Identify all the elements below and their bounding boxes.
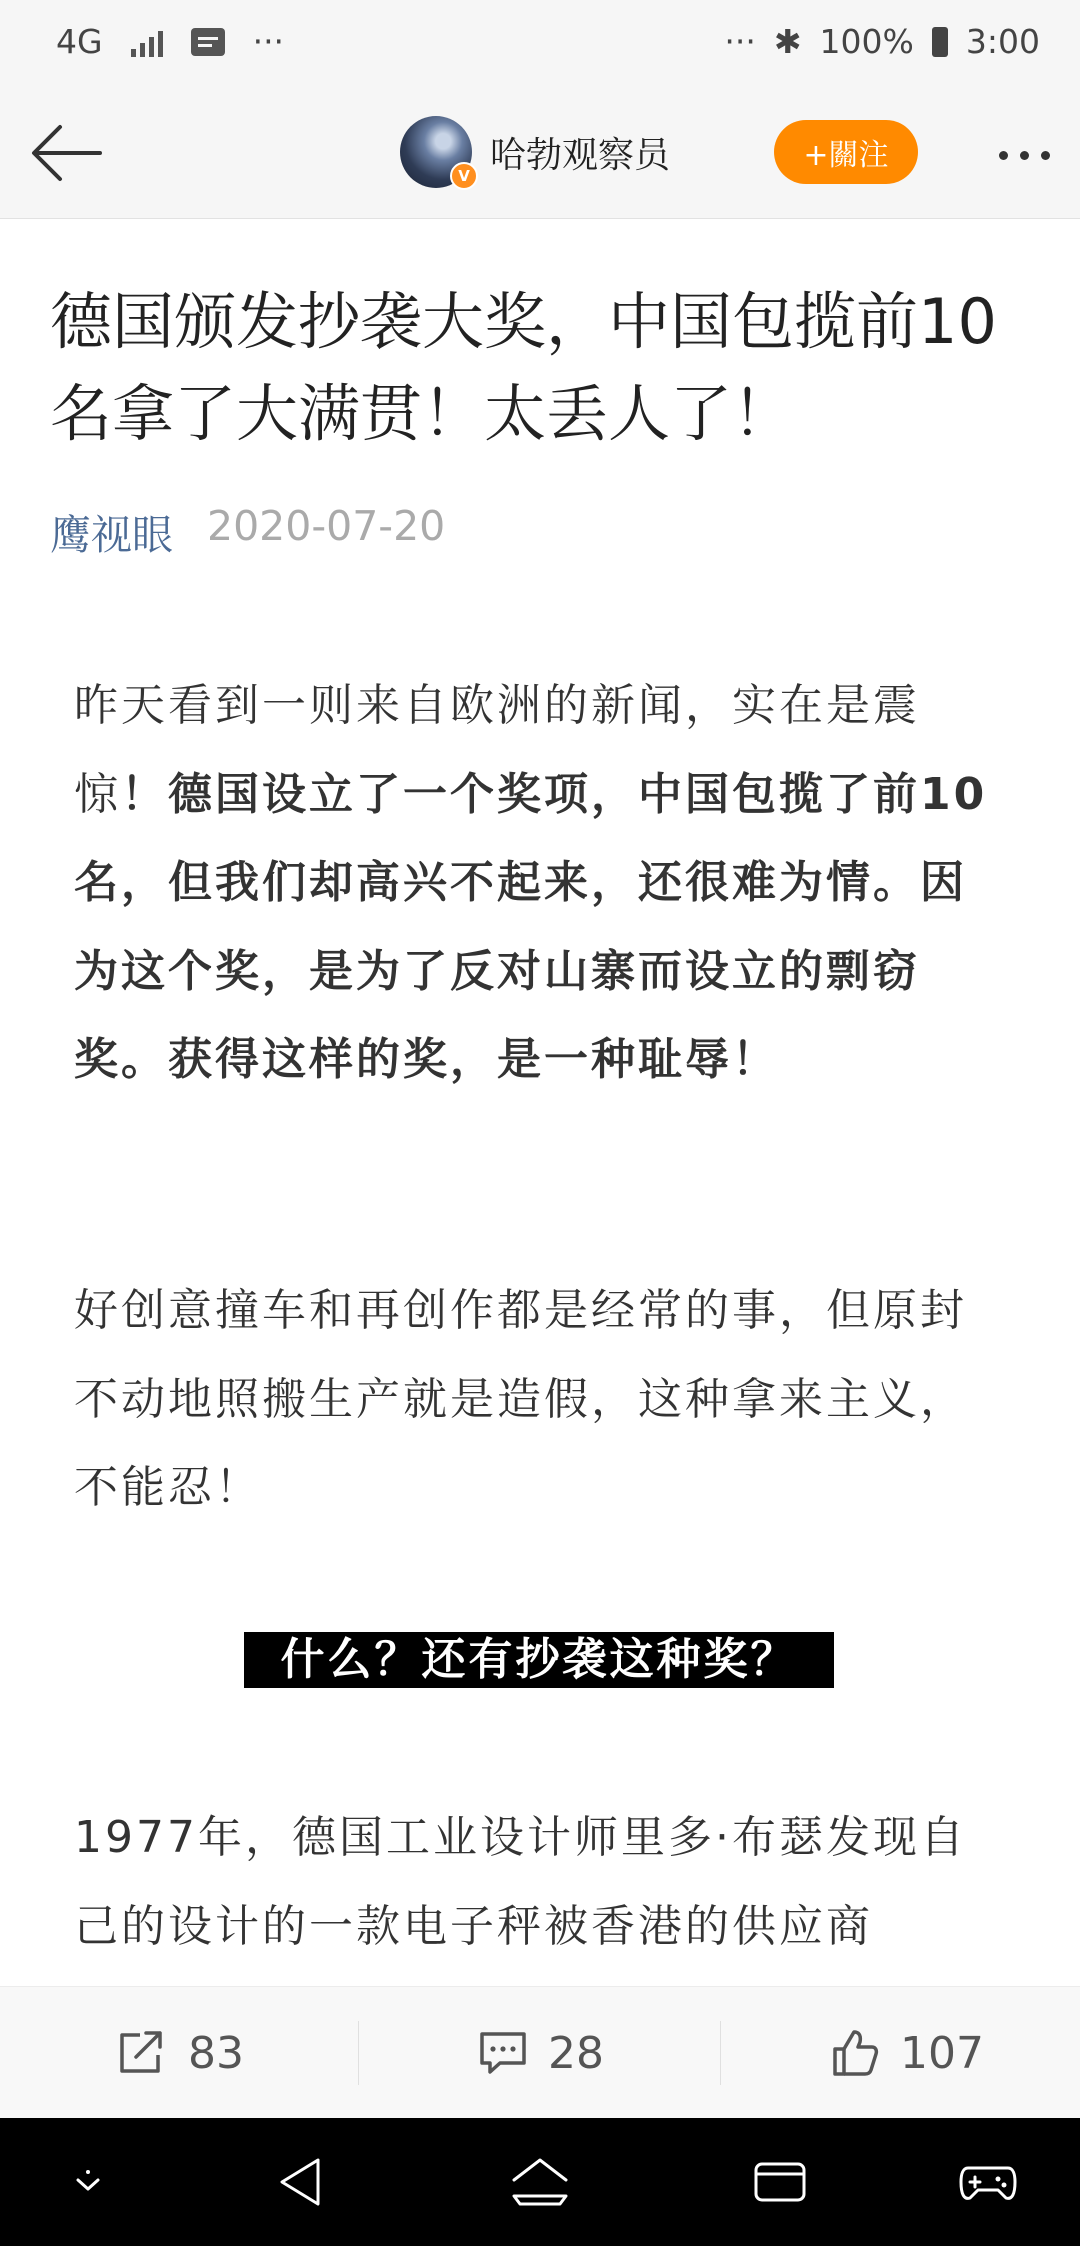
- arrow-left-icon: [26, 118, 106, 188]
- nav-game-button[interactable]: [958, 2152, 1018, 2212]
- paragraph-3: 1977年，德国工业设计师里多·布瑟发现自己的设计的一款电子秤被香港的供应商: [74, 1812, 967, 1952]
- comment-count: 28: [548, 2027, 604, 2079]
- status-bar: [0, 0, 1080, 90]
- bluetooth-icon: ✱: [773, 22, 802, 61]
- divider: [720, 2021, 721, 2085]
- avatar[interactable]: [400, 116, 472, 188]
- highlight-subheading: 什么？还有抄袭这种奖？: [244, 1632, 834, 1688]
- message-notification-icon: [191, 28, 225, 56]
- article-title: 德国颁发抄袭大奖，中国包揽前10名拿了大满贯！太丢人了！: [50, 285, 997, 450]
- paragraph-1-text: 昨天看到一则来自欧洲的新闻，实在是震惊: [74, 680, 920, 820]
- recents-icon: [750, 2152, 810, 2212]
- clock: 3:00: [965, 22, 1040, 61]
- thumb-up-icon: [830, 2028, 880, 2078]
- network-indicator: 4G: [56, 22, 103, 61]
- gamepad-icon: [958, 2152, 1018, 2212]
- more-dot: [1041, 151, 1050, 160]
- top-nav-bar: [0, 90, 1080, 219]
- chevron-down-icon: [58, 2152, 118, 2212]
- more-status-icon: ···: [724, 22, 756, 61]
- share-button[interactable]: [116, 1987, 244, 2119]
- nav-recents-button[interactable]: [750, 2152, 810, 2212]
- back-button[interactable]: [26, 118, 106, 188]
- more-dot: [1020, 151, 1029, 160]
- verified-badge: V: [450, 162, 478, 190]
- article-meta: [50, 502, 445, 561]
- share-count: 83: [188, 2027, 244, 2079]
- more-dot: [999, 151, 1008, 160]
- like-button[interactable]: [830, 1987, 984, 2119]
- comment-icon: [478, 2029, 528, 2077]
- triangle-back-icon: [272, 2152, 332, 2212]
- battery-icon: [932, 27, 948, 57]
- article-action-bar: [0, 1986, 1080, 2119]
- paragraph-1-bold: ！德国设立了一个奖项，中国包揽了前10名，但我们却高兴不起来，还很难为情。因为这个奖，是为了反对山寨而设立的剽窃奖。获得这样的奖，是一种耻辱！: [74, 768, 988, 1085]
- paragraph-1: [74, 662, 1006, 1105]
- source-name[interactable]: 鹰视眼: [50, 511, 173, 559]
- more-button[interactable]: [999, 130, 1050, 180]
- home-icon: [510, 2152, 570, 2212]
- battery-percent: 100%: [819, 22, 914, 61]
- like-count: 107: [900, 2027, 984, 2079]
- system-nav-bar: [0, 2118, 1080, 2246]
- divider: [358, 2021, 359, 2085]
- paragraph-2: 好创意撞车和再创作都是经常的事，但原封不动地照搬生产就是造假，这种拿来主义，不能忍！: [74, 1285, 967, 1513]
- author-name[interactable]: 哈勃观察员: [490, 134, 671, 176]
- nav-hide-button[interactable]: [58, 2152, 118, 2212]
- author-profile[interactable]: [400, 116, 670, 188]
- nav-back-button[interactable]: [272, 2152, 332, 2212]
- comment-button[interactable]: [478, 1987, 604, 2119]
- follow-button[interactable]: +關注: [774, 120, 918, 184]
- more-notifications-icon: ···: [252, 22, 285, 61]
- nav-home-button[interactable]: [510, 2152, 570, 2212]
- signal-icon: [131, 27, 163, 57]
- share-icon: [116, 2029, 168, 2077]
- publish-date: 2020-07-20: [207, 502, 446, 550]
